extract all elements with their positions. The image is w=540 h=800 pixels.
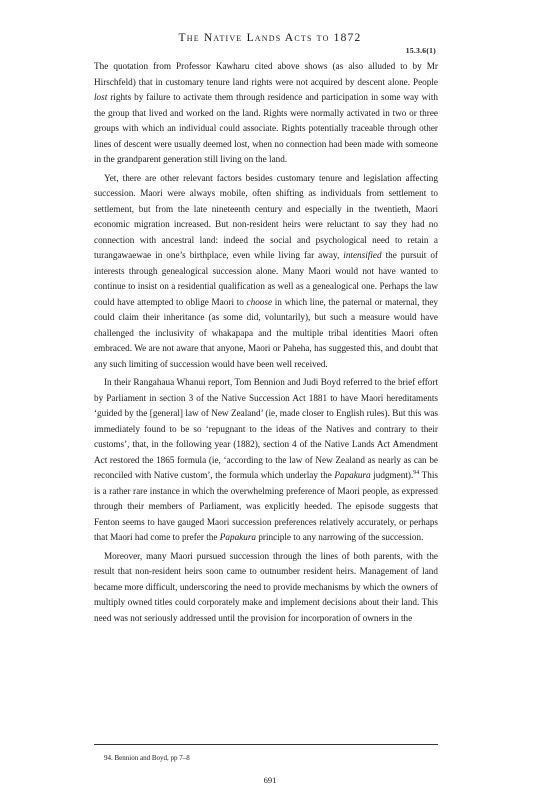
italic-text: lost [94, 92, 108, 102]
body-text [94, 59, 438, 629]
text-run: This is a rather rare instance in which the overwhelming preference of Maori people, as expressed through their members of Parliament, was explicitly heeded. The episode suggests that Fenton seems to have gauged Maori succession preferences relatively accurately, or perhaps that Maori had come to prefer the [94, 470, 439, 542]
footnote-94: 94. Bennion and Boyd, pp 7–8 [104, 754, 190, 762]
text-run: The quotation from Professor Kawharu cited above shows (as also alluded to by Mr Hirschfeld) that in customary tenure land rights were not acquired by descent alone. People [94, 61, 438, 87]
paragraph-1 [94, 59, 438, 168]
italic-text: choose [246, 296, 273, 307]
footnote-ref: 94 [413, 469, 420, 476]
italic-text: Papakura [334, 470, 371, 480]
text-run: Moreover, many Maori pursued succession through the lines of both parents, with the result that non-resident heirs soon came to outnumber resident heirs. Management of land became more difficult, underscoring the need to provide mechanisms by which the owners of multiply owned titles could corporately make and implement decisions about their land. This need was not seriously addressed until the provision for incorporation of owners in the [94, 550, 438, 623]
paragraph-4 [94, 549, 438, 627]
text-run: principle to any narrowing of the succession. [256, 532, 424, 542]
paragraph-3 [94, 375, 438, 546]
paragraph-2 [94, 171, 438, 373]
footnote-divider [94, 744, 438, 745]
italic-text: Papakura [219, 532, 257, 542]
text-run: In their Rangahaua Whanui report, Tom Bennion and Judi Boyd referred to the brief effort by Parliament in section 3 of the Native Succession Act 1881 to have Maori hereditaments ‘guided by the [general] law of New Zealand’ (ie, made closer to English rules). But this was immediately found to be so ‘repugnant to the ideas of the Natives and contrary to their customs’, that, in the following year (1882), section 4 of the Native Lands Act Amendment Act restored the 1865 formula (ie, ‘according to the law of New Zealand as nearly as can be reconciled with Native custom’, the formula which underlay the [94, 377, 438, 480]
section-number: 15.3.6(1) [405, 46, 436, 55]
page-number: 691 [263, 775, 277, 785]
text-run: Yet, there are other relevant factors besides customary tenure and legislation affecting succession. Maori were always mobile, often shifting as individuals from settlement to settlement, but from the late nineteenth century and especially in the twentieth, Maori economic migration increased. But non-resident heirs were reluctant to say they had no connection with ancestral land: indeed the social and psychological need to retain a turangawaewae in one’s birthplace, even while living far away, [94, 172, 438, 260]
text-run: the pursuit of interests through genealogical succession alone. Many Maori would not have wanted to continue to insist on a residential qualification as well as a genealogical one. Perhaps the law could have attempted to oblige Maori to [94, 250, 438, 307]
italic-text: intensified [343, 250, 382, 260]
text-run: in which line, the paternal or maternal, they could claim their inheritance (as some did, voluntarily), but such a measure would have challenged the inclusivity of whakapapa and the multiple tribal identities Maori often embraced. We are not aware that anyone, Maori or Paheha, has suggested this, and doubt that any such limiting of succession would have been well received. [94, 296, 438, 369]
text-run: rights by failure to activate them through residence and participation in some way with the group that lived and worked on the land. Rights were normally activated in two or three groups with which an individual could associate. Rights potentially traceable through other lines of descent were usually deemed lost, when no connection had been made with someone in the grandparent generation still living on the land. [94, 92, 438, 164]
text-run: judgment). [370, 470, 414, 480]
running-head: The Native Lands Acts to 1872 [178, 32, 362, 44]
